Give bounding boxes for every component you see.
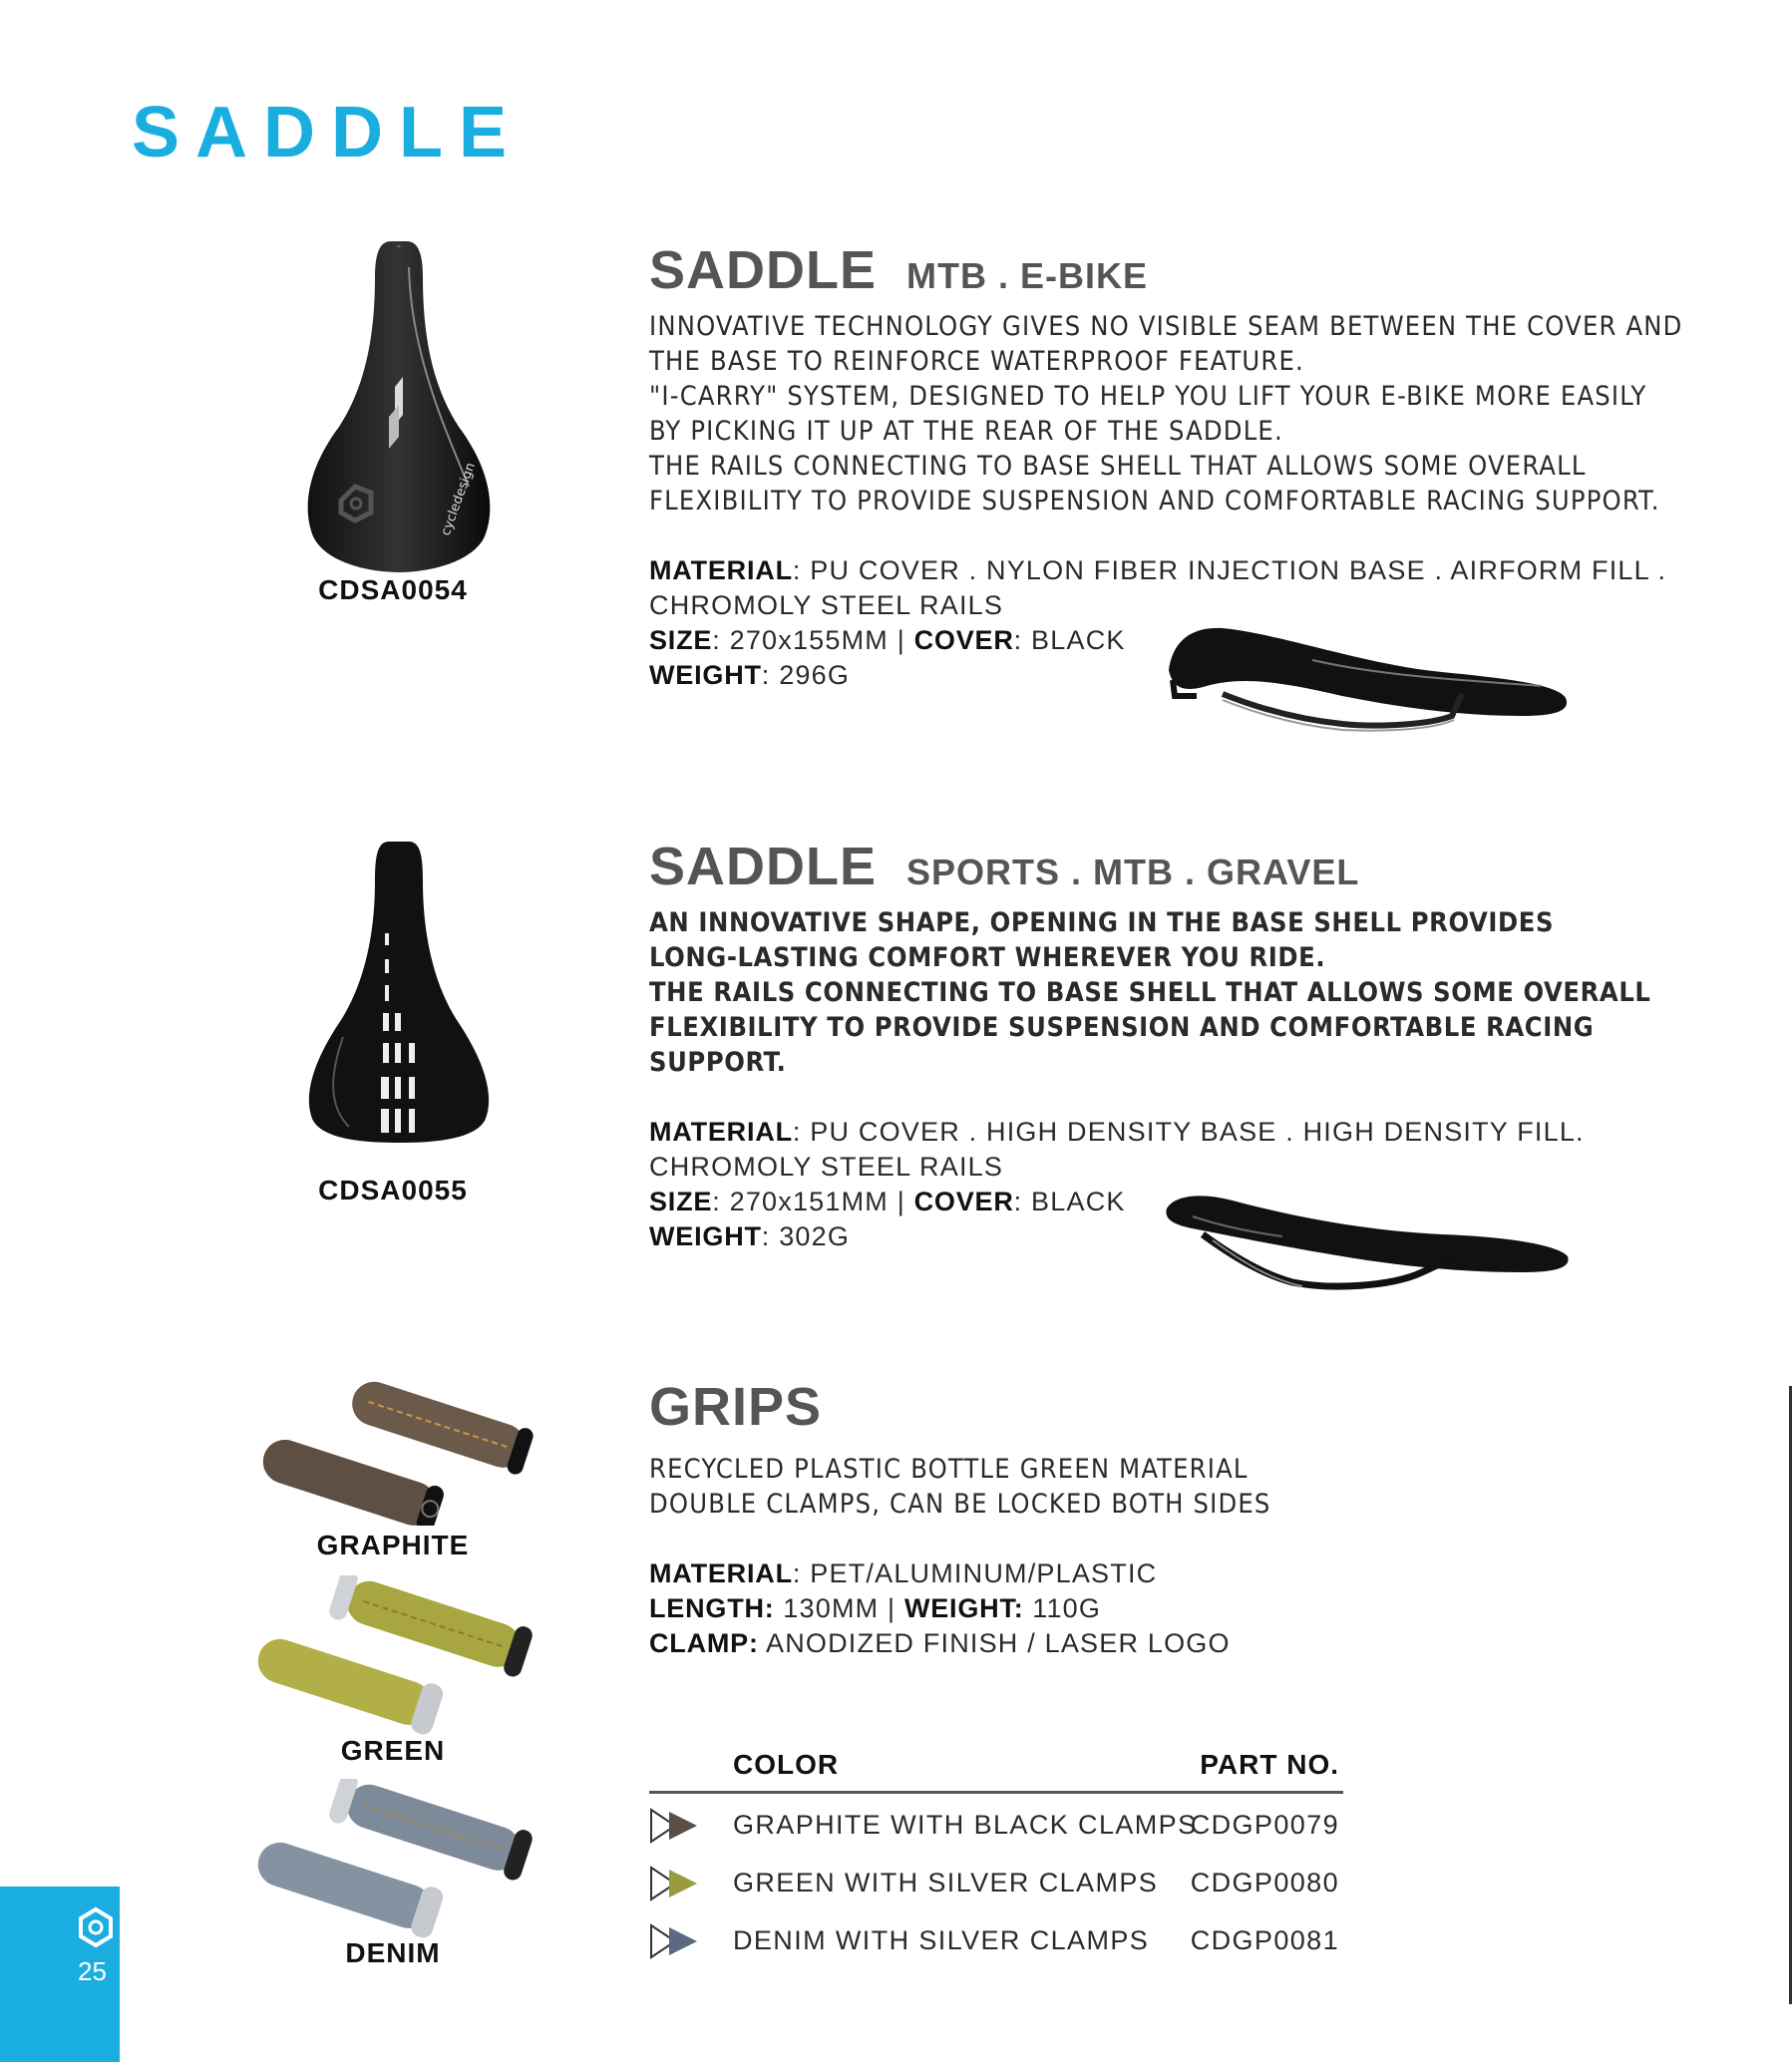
saddle-brand-text: cycledesign — [438, 461, 480, 538]
material-value: : PU COVER . HIGH DENSITY BASE . HIGH DENSITY FILL. — [792, 1117, 1585, 1147]
material-label: MATERIAL — [649, 555, 793, 585]
grips-description — [649, 1452, 1706, 1522]
weight-value: : 302G — [761, 1221, 851, 1251]
page-title: SADDLE — [132, 93, 524, 172]
weight-label: WEIGHT — [649, 1221, 762, 1251]
clamp-value: ANODIZED FINISH / LASER LOGO — [758, 1628, 1231, 1658]
grip-image-denim — [244, 1779, 543, 1938]
description-line: "I-CARRY" SYSTEM, DESIGNED TO HELP YOU LIFT YOUR E-BIKE MORE EASILY — [649, 381, 1647, 412]
grip-image-graphite — [249, 1376, 538, 1526]
saddle-side-image-cdsa0055 — [1163, 1187, 1572, 1296]
color-name: GREEN WITH SILVER CLAMPS — [733, 1868, 1159, 1897]
grip-image-green — [244, 1575, 543, 1735]
product-description — [649, 905, 1706, 1080]
weight-label: WEIGHT: — [903, 1593, 1024, 1623]
description-line: LONG-LASTING COMFORT WHEREVER YOU RIDE. — [649, 942, 1326, 973]
product-code: CDSA0054 — [318, 574, 468, 605]
length-value: 130MM | — [774, 1593, 904, 1623]
part-number: CDGP0080 — [1190, 1868, 1339, 1897]
grips-specs — [649, 1556, 1706, 1661]
material-value-2: CHROMOLY STEEL RAILS — [649, 1152, 1004, 1182]
product-title — [649, 836, 1359, 897]
product-title — [649, 239, 1148, 301]
description-line: THE BASE TO REINFORCE WATERPROOF FEATURE. — [649, 346, 1304, 377]
cover-value: : BLACK — [1013, 1187, 1126, 1216]
description-line: RECYCLED PLASTIC BOTTLE GREEN MATERIAL — [649, 1454, 1249, 1485]
table-row — [649, 1909, 1343, 1967]
weight-value: : 296G — [761, 660, 851, 690]
weight-label: WEIGHT — [649, 660, 762, 690]
product-title-main: SADDLE — [649, 240, 878, 300]
material-value: : PU COVER . NYLON FIBER INJECTION BASE . AIRFORM FILL . — [792, 555, 1667, 585]
product-subtitle: SPORTS . MTB . GRAVEL — [906, 852, 1360, 892]
color-name: GRAPHITE WITH BLACK CLAMPS — [733, 1810, 1198, 1840]
description-line: THE RAILS CONNECTING TO BASE SHELL THAT ALLOWS SOME OVERALL — [649, 977, 1651, 1008]
product-title-main: SADDLE — [649, 837, 878, 896]
grips-title: GRIPS — [649, 1377, 823, 1437]
grip-variant-label: GREEN — [340, 1735, 446, 1766]
table-header — [649, 1743, 1343, 1794]
page-number: 25 — [78, 1956, 107, 1986]
material-label: MATERIAL — [649, 1558, 793, 1588]
table-row — [649, 1852, 1343, 1909]
cover-value: : BLACK — [1013, 625, 1126, 655]
size-value: : 270x155MM | — [712, 625, 914, 655]
description-line: THE RAILS CONNECTING TO BASE SHELL THAT ALLOWS SOME OVERALL — [649, 451, 1587, 482]
play-arrow-icon — [649, 1808, 701, 1844]
saddle-top-image-cdsa0054 — [299, 237, 499, 576]
cover-label: COVER — [913, 1187, 1014, 1216]
color-name: DENIM WITH SILVER CLAMPS — [733, 1925, 1150, 1955]
description-line: FLEXIBILITY TO PROVIDE SUSPENSION AND COMFORTABLE RACING — [649, 1012, 1595, 1043]
product-subtitle: MTB . E-BIKE — [906, 255, 1149, 296]
material-value-2: CHROMOLY STEEL RAILS — [649, 590, 1004, 620]
product-description — [649, 309, 1706, 518]
size-label: SIZE — [649, 1187, 713, 1216]
column-header-color: COLOR — [733, 1749, 840, 1780]
grips-part-table — [649, 1743, 1343, 1967]
product-code: CDSA0055 — [318, 1175, 468, 1205]
play-arrow-icon — [649, 1923, 701, 1959]
saddle-side-image-cdsa0054 — [1163, 620, 1572, 740]
part-number: CDGP0081 — [1190, 1925, 1339, 1955]
weight-value: 110G — [1023, 1593, 1102, 1623]
brand-logo-icon — [75, 1906, 117, 1948]
description-line: DOUBLE CLAMPS, CAN BE LOCKED BOTH SIDES — [649, 1489, 1271, 1520]
size-value: : 270x151MM | — [712, 1187, 914, 1216]
length-label: LENGTH: — [649, 1593, 775, 1623]
description-line: BY PICKING IT UP AT THE REAR OF THE SADDLE. — [649, 416, 1283, 447]
material-value: : PET/ALUMINUM/PLASTIC — [792, 1558, 1158, 1588]
material-label: MATERIAL — [649, 1117, 793, 1147]
description-line: AN INNOVATIVE SHAPE, OPENING IN THE BASE SHELL PROVIDES — [649, 907, 1555, 938]
description-line: FLEXIBILITY TO PROVIDE SUSPENSION AND COMFORTABLE RACING SUPPORT. — [649, 486, 1660, 516]
grip-variant-label: GRAPHITE — [316, 1530, 470, 1560]
cover-label: COVER — [913, 625, 1014, 655]
play-arrow-icon — [649, 1866, 701, 1901]
column-header-part-no: PART NO. — [1200, 1749, 1339, 1780]
description-line: SUPPORT. — [649, 1047, 787, 1078]
size-label: SIZE — [649, 625, 713, 655]
part-number: CDGP0079 — [1190, 1810, 1339, 1840]
saddle-top-image-cdsa0055 — [299, 838, 499, 1147]
table-row — [649, 1794, 1343, 1852]
page-side-tab — [0, 1887, 120, 2062]
description-line: INNOVATIVE TECHNOLOGY GIVES NO VISIBLE SEAM BETWEEN THE COVER AND — [649, 311, 1683, 342]
grip-variant-label: DENIM — [345, 1937, 441, 1968]
clamp-label: CLAMP: — [649, 1628, 759, 1658]
